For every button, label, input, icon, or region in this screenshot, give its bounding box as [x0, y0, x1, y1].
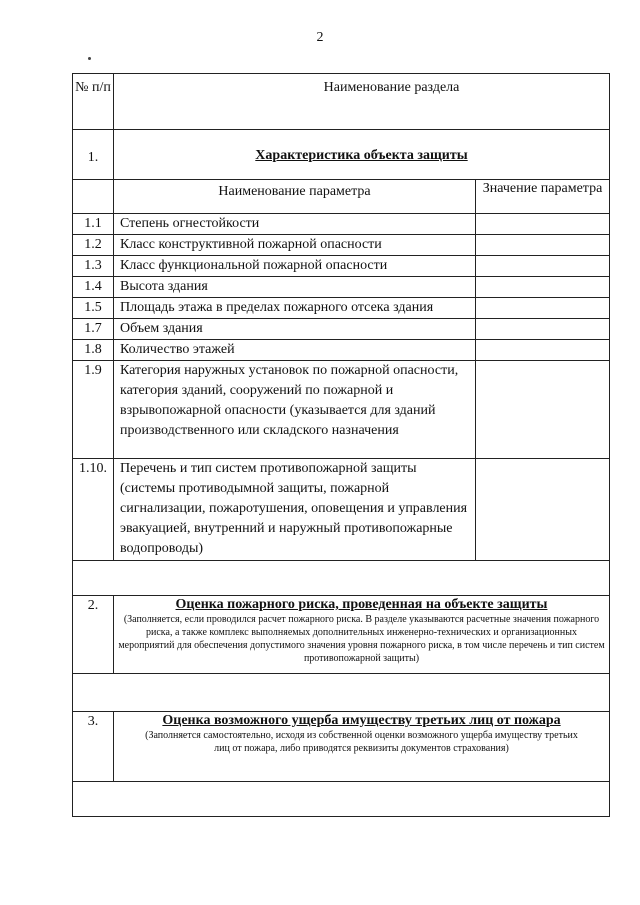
table-row [73, 277, 610, 298]
row-num: 1.4 [73, 277, 114, 298]
section2-title-row [73, 596, 610, 674]
col-param-header: Наименование параметра [114, 180, 476, 214]
table-row [73, 256, 610, 277]
section1-num: 1. [73, 130, 114, 180]
row-value [476, 214, 610, 235]
row-num: 1.8 [73, 340, 114, 361]
row-value [476, 319, 610, 340]
row-param: Объем здания [114, 319, 476, 340]
row-num: 1.2 [73, 235, 114, 256]
row-value [476, 235, 610, 256]
section2-note: (Заполняется, если проводился расчет пожарного риска. В разделе указываются расчетные значения пожарного риска, а также комплекс выполняемых дополнительных инженерно-технических и организационных мероприятий для обеспечения допустимого значения уровня пожарного риска, в том числе перечень и тип систем противопожарной защиты) [118, 614, 605, 664]
section1-content-row [73, 561, 610, 596]
table-row [73, 459, 610, 561]
row-num: 1.7 [73, 319, 114, 340]
section1-col-empty [73, 180, 114, 214]
row-value [476, 298, 610, 319]
row-value [476, 256, 610, 277]
row-value [476, 361, 610, 459]
row-num: 1.10. [73, 459, 114, 561]
section1-content [73, 561, 610, 596]
page-number: 2 [316, 30, 324, 45]
row-param: Площадь этажа в пределах пожарного отсека здания [114, 298, 476, 319]
table-row [73, 340, 610, 361]
row-param: Перечень и тип систем противопожарной защиты (системы противодымной защиты, пожарной сигнализации, пожаротушения, оповещения и управления эвакуацией, внутренний и наружный противопожарные водопроводы) [114, 459, 476, 561]
section1-title-row [73, 130, 610, 180]
section2-title: Оценка пожарного риска, проведенная на объекте защиты [175, 597, 548, 612]
section1-col-header-row [73, 180, 610, 214]
section3-title: Оценка возможного ущерба имуществу третьих лиц от пожара [162, 713, 561, 728]
section2-num: 2. [73, 596, 114, 674]
scan-speck [88, 57, 91, 60]
section3-note: (Заполняется самостоятельно, исходя из собственной оценки возможного ущерба имуществу третьих лиц от пожара, либо приводятся реквизиты документов страхования) [145, 730, 578, 754]
row-num: 1.9 [73, 361, 114, 459]
section3-content [73, 782, 610, 817]
row-value [476, 277, 610, 298]
row-value [476, 340, 610, 361]
section3-title-row [73, 712, 610, 782]
row-num: 1.1 [73, 214, 114, 235]
table-row [73, 214, 610, 235]
table-row [73, 319, 610, 340]
header-row [73, 74, 610, 130]
table-row [73, 298, 610, 319]
row-param: Степень огнестойкости [114, 214, 476, 235]
section3-content-row [73, 782, 610, 817]
row-param: Категория наружных установок по пожарной опасности, категория зданий, сооружений по пожарной и взрывопожарной опасности (указывается для зданий производственного или складского назначения [114, 361, 476, 459]
row-num: 1.5 [73, 298, 114, 319]
section3-header-cell [114, 712, 610, 782]
section1-title: Характеристика объекта защиты [114, 130, 610, 180]
section2-header-cell [114, 596, 610, 674]
table-row [73, 361, 610, 459]
row-param: Количество этажей [114, 340, 476, 361]
header-num: № п/п [73, 74, 114, 130]
table-row [73, 235, 610, 256]
form-table [72, 73, 610, 817]
section3-num: 3. [73, 712, 114, 782]
row-value [476, 459, 610, 561]
row-param: Высота здания [114, 277, 476, 298]
section2-content-row [73, 674, 610, 712]
col-value-header: Значение параметра [476, 180, 610, 214]
row-param: Класс функциональной пожарной опасности [114, 256, 476, 277]
header-name: Наименование раздела [114, 74, 610, 130]
section2-content [73, 674, 610, 712]
row-param: Класс конструктивной пожарной опасности [114, 235, 476, 256]
row-num: 1.3 [73, 256, 114, 277]
